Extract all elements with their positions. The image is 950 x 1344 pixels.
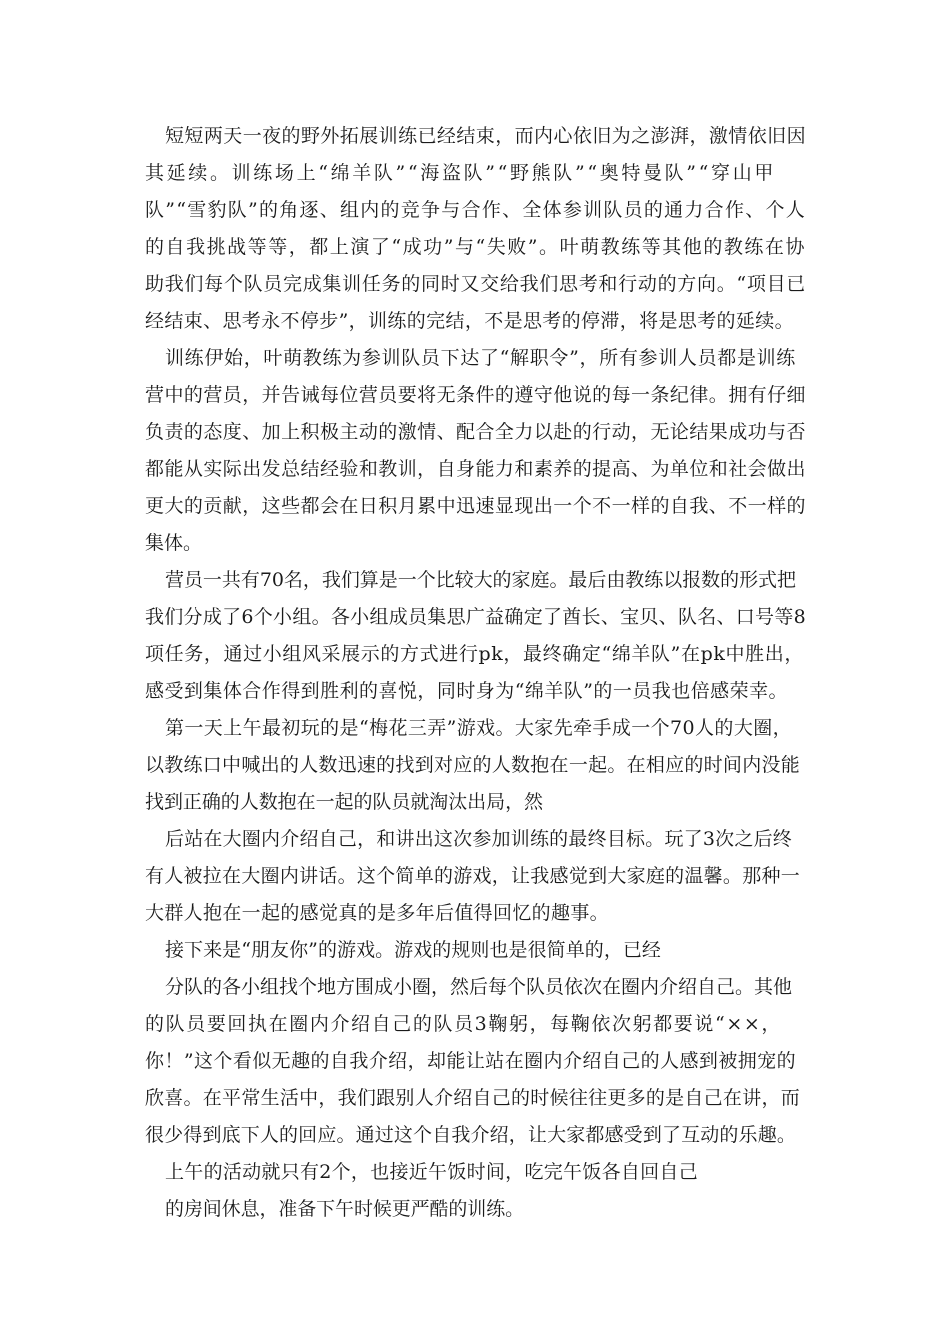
text-line: 感受到集体合作得到胜利的喜悦，同时身为“绵羊队”的一员我也倍感荣幸。 — [145, 680, 788, 702]
text-line: 都能从实际出发总结经验和教训，自身能力和素养的提高、为单位和社会做出 — [145, 458, 806, 480]
text-line: 训练伊始，叶萌教练为参训队员下达了“解职令”，所有参训人员都是训练 — [165, 347, 796, 369]
text-line: 欣喜。在平常生活中，我们跟别人介绍自己的时候往往更多的是自己在讲，而 — [145, 1087, 800, 1109]
text-line: 以教练口中喊出的人数迅速的找到对应的人数抱在一起。在相应的时间内没能 — [145, 754, 800, 776]
text-line: 项任务，通过小组风采展示的方式进行pk，最终确定“绵羊队”在pk中胜出， — [145, 643, 804, 665]
text-line: 集体。 — [145, 532, 202, 554]
text-line: 经结束、思考永不停步”，训练的完结，不是思考的停滞，将是思考的延续。 — [145, 310, 794, 332]
text-line: 短短两天一夜的野外拓展训练已经结束，而内心依旧为之澎湃，激情依旧因 — [165, 125, 806, 147]
text-line: 找到正确的人数抱在一起的队员就淘汰出局，然 — [145, 791, 543, 813]
text-line: 的队员要回执在圈内介绍自己的队员3鞠躬，每鞠依次躬都要说“××， — [145, 1013, 782, 1035]
text-line: 助我们每个队员完成集训任务的同时又交给我们思考和行动的方向。“项目已 — [145, 273, 806, 295]
text-line: 第一天上午最初玩的是“梅花三弄”游戏。大家先牵手成一个70人的大圈， — [165, 717, 792, 739]
text-line: 你！”这个看似无趣的自我介绍，却能让站在圈内介绍自己的人感到被拥宠的 — [145, 1050, 796, 1072]
text-line: 我们分成了6个小组。各小组成员集思广益确定了酋长、宝贝、队名、口号等8 — [145, 606, 806, 628]
text-line: 负责的态度、加上积极主动的激情、配合全力以赴的行动，无论结果成功与否 — [145, 421, 806, 443]
text-line: 其延续。训练场上“绵羊队”“海盗队”“野熊队”“奥特曼队”“穿山甲 — [145, 162, 776, 184]
text-line: 营员一共有70名，我们算是一个比较大的家庭。最后由教练以报数的形式把 — [165, 569, 796, 591]
text-line: 很少得到底下人的回应。通过这个自我介绍，让大家都感受到了互动的乐趣。 — [145, 1124, 796, 1146]
text-line: 接下来是“朋友你”的游戏。游戏的规则也是很简单的，已经 — [165, 939, 661, 961]
text-line: 有人被拉在大圈内讲话。这个简单的游戏，让我感觉到大家庭的温馨。那种一 — [145, 865, 800, 887]
text-line: 分队的各小组找个地方围成小圈，然后每个队员依次在圈内介绍自己。其他 — [165, 976, 792, 998]
text-line: 大群人抱在一起的感觉真的是多年后值得回忆的趣事。 — [145, 902, 609, 924]
text-line: 的房间休息，准备下午时候更严酷的训练。 — [165, 1198, 524, 1220]
text-line: 上午的活动就只有2个，也接近午饭时间，吃完午饭各自回自己 — [165, 1161, 698, 1183]
text-line: 更大的贡献，这些都会在日积月累中迅速显现出一个不一样的自我、不一样的 — [145, 495, 806, 517]
text-line: 队”“雪豹队”的角逐、组内的竞争与合作、全体参训队员的通力合作、个人 — [145, 199, 806, 221]
text-line: 后站在大圈内介绍自己，和讲出这次参加训练的最终目标。玩了3次之后终 — [165, 828, 792, 850]
text-line: 营中的营员，并告诫每位营员要将无条件的遵守他说的每一条纪律。拥有仔细 — [145, 384, 806, 406]
text-line: 的自我挑战等等，都上演了“成功”与“失败”。叶萌教练等其他的教练在协 — [145, 236, 806, 258]
